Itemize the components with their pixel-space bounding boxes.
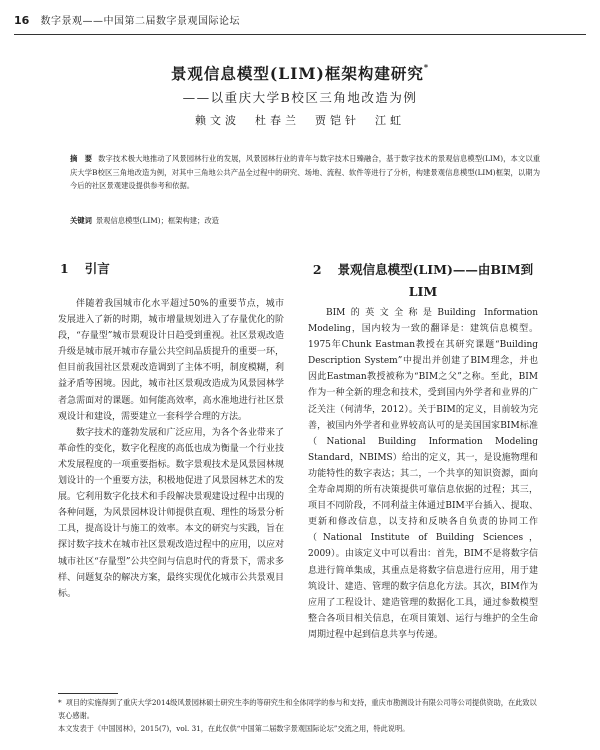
abstract bbox=[70, 152, 540, 193]
footnote-text: 项目的实施得到了重庆大学2014级风景园林硕士研究生李的等研究生和全体同学的参与和支持，重庆市勘测设计有限公司等公司提供资助，在此致以衷心感谢。 bbox=[58, 698, 537, 720]
abstract-text: 数字技术极大地推动了风景园林行业的发展，风景园林行业的青年与数字技术日臻融合，基于数字技术的景观信息模型(LIM)，本文以重庆大学B校区三角地改造为例，对其中三角地公共产品全过程中的研究、场地、流程、软件等进行了分析，构建景观信息模型(LIM)框架，以期为今后的社区景观建设提供参考和依据。 bbox=[70, 154, 540, 190]
section-heading-lim bbox=[308, 259, 538, 303]
paper-subtitle: ——以重庆大学B校区三角地改造为例 bbox=[182, 90, 418, 105]
paper-title-text: 景观信息模型(LIM)框架构建研究 bbox=[170, 64, 424, 83]
keywords-text: 景观信息模型(LIM)；框架构建；改造 bbox=[95, 216, 219, 225]
paper-title bbox=[0, 62, 600, 84]
footnote bbox=[58, 697, 540, 736]
journal-title: 数字景观——中国第二届数字景观国际论坛 bbox=[40, 16, 240, 27]
footnote-divider bbox=[58, 693, 118, 694]
section-number: 1 bbox=[60, 261, 69, 276]
section-title: 引言 bbox=[84, 261, 110, 276]
footnote-mark: * bbox=[58, 698, 62, 707]
publication-note: 本文发表于《中国园林》，2015(7)，vol. 31，在此仅供“中国第二届数字景观国际论坛”交流之用，特此说明。 bbox=[58, 724, 410, 733]
body-paragraph: 伴随着我国城市化水平超过50%的重要节点，城市发展进入了新的时期，城市增量规划进入了存量优化的阶段，“存量型”城市景观设计日趋受到重视。社区景观改造升级是城市展开城市存量公共空间品质提升的重要一环，但目前我国社区景观改造调到了主体不明，制度模糊，利益矛盾等困境。因此，城市社区景观改造成为风景园林学者急需面对的课题。如何能高效率，高水准地进行社区景观设计和建设，需要建立一套科学合理的方法。 bbox=[58, 299, 284, 422]
running-header bbox=[14, 10, 586, 35]
left-column bbox=[58, 296, 284, 602]
footnote-acknowledgement bbox=[58, 697, 540, 722]
abstract-label: 摘 要 bbox=[70, 154, 93, 163]
author-list: 赖文波 杜春兰 贾铠针 江虹 bbox=[195, 114, 405, 127]
section-title: 景观信息模型(LIM)——由BIM到LIM bbox=[337, 262, 534, 299]
keywords bbox=[70, 214, 540, 227]
body-paragraph: BIM的英文全称是Building Information Modeling，国内较为一致的翻译是：建筑信息模型。1975年Chunk Eastman教授在其研究课题“Building Description System”中提出并创建了BIM理念，并也因此Eastman教授被称为“BIM之父”之称。至此，BIM作为一种全新的理念和技术，受到国内外学者和业界的广泛关注（何清华，2012）。关于BIM的定义，目前较为完善，被国内外学者和业界较高认可的是美国国家BIM标准（National Building Information Modeling Standard，NBIMS）给出的定义，其一，是设施物理和功能特性的数字表达；其二，一个共享的知识资源，面向全寿命周期的所有决策提供可靠信息依据的过程；其三，项目不同阶段，不同利益主体通过BIM平台插入、提取、更新和修改信息，以支持和反映各自负责的协同工作（National Institute of Building Sciences，2009）。由该定义中可以看出：首先，BIM不是将数字信息进行简单集成，其重点是将数字信息进行应用，用于建筑设计、建造、管理的数字信息化方法。其次，BIM作为应用了工程设计、建造管理的数据化工具，通过参数模型整合各项目相关信息，在项目策划、运行与维护的全生命周期过程中起到信息共享与传递。 bbox=[308, 308, 538, 640]
section-number: 2 bbox=[312, 262, 322, 277]
right-column bbox=[308, 305, 538, 643]
keywords-label: 关键词 bbox=[70, 216, 92, 225]
title-footnote-mark: * bbox=[423, 62, 430, 72]
section-heading-intro bbox=[60, 259, 110, 277]
body-paragraph: 数字技术的蓬勃发展和广泛应用，为各个各业带来了革命性的变化，数字化程度的高低也成为衡量一个行业技术发展程度的一项重要指标。数字景观技术是风景园林规划设计的一个重要方法，积极地促进了风景园林艺术的发展。它利用数字化技术和手段解决景观建设过程中出现的各种问题，为风景园林设计师提供直观、理性的场景分析工具，提高设计与施工的效率。本文的研究与实践，旨在探讨数字技术在城市社区景观改造过程中的应用，以应对城市社区“存量型”公共空间与信息时代的背景下，需求多样、问题复杂的解决方案，最终实现优化城市公共景观目标。 bbox=[58, 427, 284, 599]
page-number: 16 bbox=[14, 14, 30, 27]
